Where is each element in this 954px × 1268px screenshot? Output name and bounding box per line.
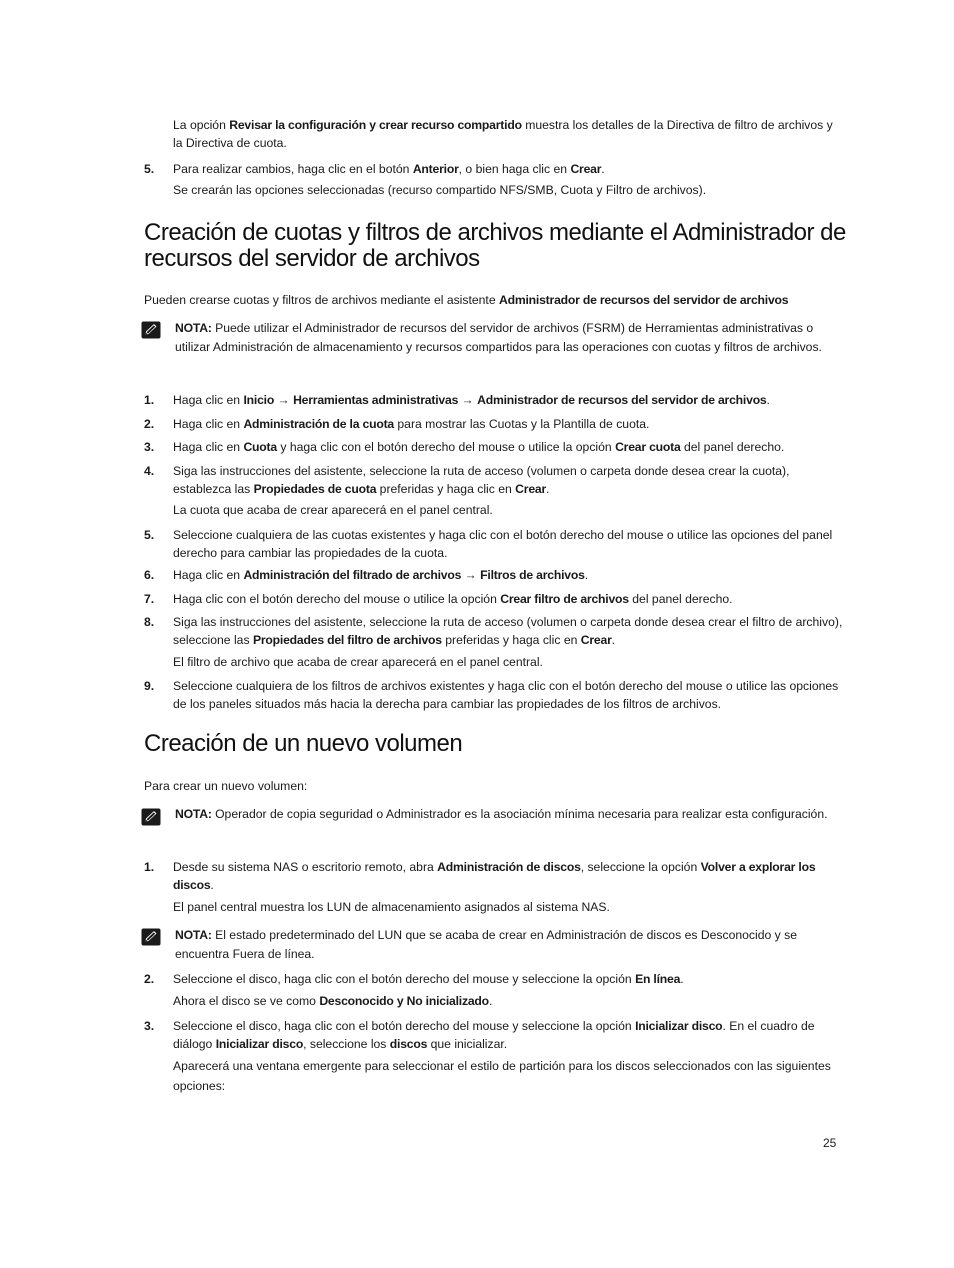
step-number: 4. [144, 464, 155, 478]
step-result: Se crearán las opciones seleccionadas (recurso compartido NFS/SMB, Cuota y Filtro de archivos). [173, 183, 707, 197]
step-text: Haga clic en Administración de la cuota para mostrar las Cuotas y la Plantilla de cuota. [173, 417, 650, 431]
step-text: Desde su sistema NAS o escritorio remoto, abra Administración de discos, seleccione la opción Volver a explorar los discos. [173, 860, 816, 892]
page-number: 25 [823, 1136, 837, 1150]
step-result: El panel central muestra los LUN de almacenamiento asignados al sistema NAS. [173, 900, 610, 914]
note-pencil-icon [141, 808, 161, 826]
step-number: 1. [144, 393, 155, 407]
note-text: NOTA: Puede utilizar el Administrador de recursos del servidor de archivos (FSRM) de Herramientas administrativas o utilizar Administración de almacenamiento y recursos compartidos para las operaciones con cuotas y filtros de archivos. [175, 321, 822, 354]
note-pencil-icon [141, 928, 161, 946]
note-text: NOTA: Operador de copia seguridad o Administrador es la asociación mínima necesaria para realizar esta configuración. [175, 807, 828, 821]
step-result: Ahora el disco se ve como Desconocido y No inicializado. [173, 994, 493, 1008]
step-result: La cuota que acaba de crear aparecerá en el panel central. [173, 503, 493, 517]
step-result: Aparecerá una ventana emergente para seleccionar el estilo de partición para los discos seleccionados con las siguientes opciones: [173, 1059, 831, 1093]
step-number: 6. [144, 568, 155, 582]
step-number: 8. [144, 615, 155, 629]
intro-paragraph: La opción Revisar la configuración y crear recurso compartido muestra los detalles de la Directiva de filtro de archivos y la Directiva de cuota. [173, 118, 833, 150]
step-number: 2. [144, 972, 155, 986]
step-text: Siga las instrucciones del asistente, seleccione la ruta de acceso (volumen o carpeta donde desea crear el filtro de archivo), seleccione las Propiedades del filtro de archivos preferidas y haga clic en Crear. [173, 615, 843, 647]
step-text: Haga clic en Inicio → Herramientas administrativas → Administrador de recursos del servidor de archivos. [173, 393, 770, 407]
step-number: 2. [144, 417, 155, 431]
step-number: 3. [144, 440, 155, 454]
section-lead: Pueden crearse cuotas y filtros de archivos mediante el asistente Administrador de recursos del servidor de archivos [144, 293, 789, 307]
step-text: Seleccione el disco, haga clic con el botón derecho del mouse y seleccione la opción En línea. [173, 972, 684, 986]
step-text: Seleccione cualquiera de las cuotas existentes y haga clic con el botón derecho del mouse o utilice las opciones del panel derecho para cambiar las propiedades de la cuota. [173, 528, 833, 560]
step-number: 1. [144, 860, 155, 874]
section-heading: Creación de un nuevo volumen [144, 730, 463, 757]
step-number: 3. [144, 1019, 155, 1033]
step-number: 7. [144, 592, 155, 606]
step-number: 5. [144, 528, 155, 542]
step-text: Haga clic en Administración del filtrado de archivos → Filtros de archivos. [173, 568, 589, 582]
step-result: El filtro de archivo que acaba de crear aparecerá en el panel central. [173, 655, 543, 669]
step-text: Haga clic con el botón derecho del mouse o utilice la opción Crear filtro de archivos del panel derecho. [173, 592, 733, 606]
section-lead: Para crear un nuevo volumen: [144, 779, 308, 793]
step-number: 5. [144, 162, 155, 176]
section-heading: Creación de cuotas y filtros de archivos mediante el Administrador de recursos del servidor de archivos [144, 219, 846, 272]
step-text: Siga las instrucciones del asistente, seleccione la ruta de acceso (volumen o carpeta donde desea crear la cuota), establezca las Propiedades de cuota preferidas y haga clic en Crear. [173, 464, 790, 496]
step-text: Haga clic en Cuota y haga clic con el botón derecho del mouse o utilice la opción Crear cuota del panel derecho. [173, 440, 785, 454]
step-number: 9. [144, 679, 155, 693]
step-text: Seleccione el disco, haga clic con el botón derecho del mouse y seleccione la opción Inicializar disco. En el cuadro de diálogo Inicializar disco, seleccione los discos que inicializar. [173, 1019, 815, 1051]
step-text: Seleccione cualquiera de los filtros de archivos existentes y haga clic con el botón derecho del mouse o utilice las opciones de los paneles situados más hacia la derecha para cambiar las propiedades de los filtros de archivos. [173, 679, 839, 711]
step-text: Para realizar cambios, haga clic en el botón Anterior, o bien haga clic en Crear. [173, 162, 605, 176]
note-pencil-icon [141, 321, 161, 339]
note-text: NOTA: El estado predeterminado del LUN que se acaba de crear en Administración de discos es Desconocido y se encuentra Fuera de línea. [175, 928, 798, 961]
